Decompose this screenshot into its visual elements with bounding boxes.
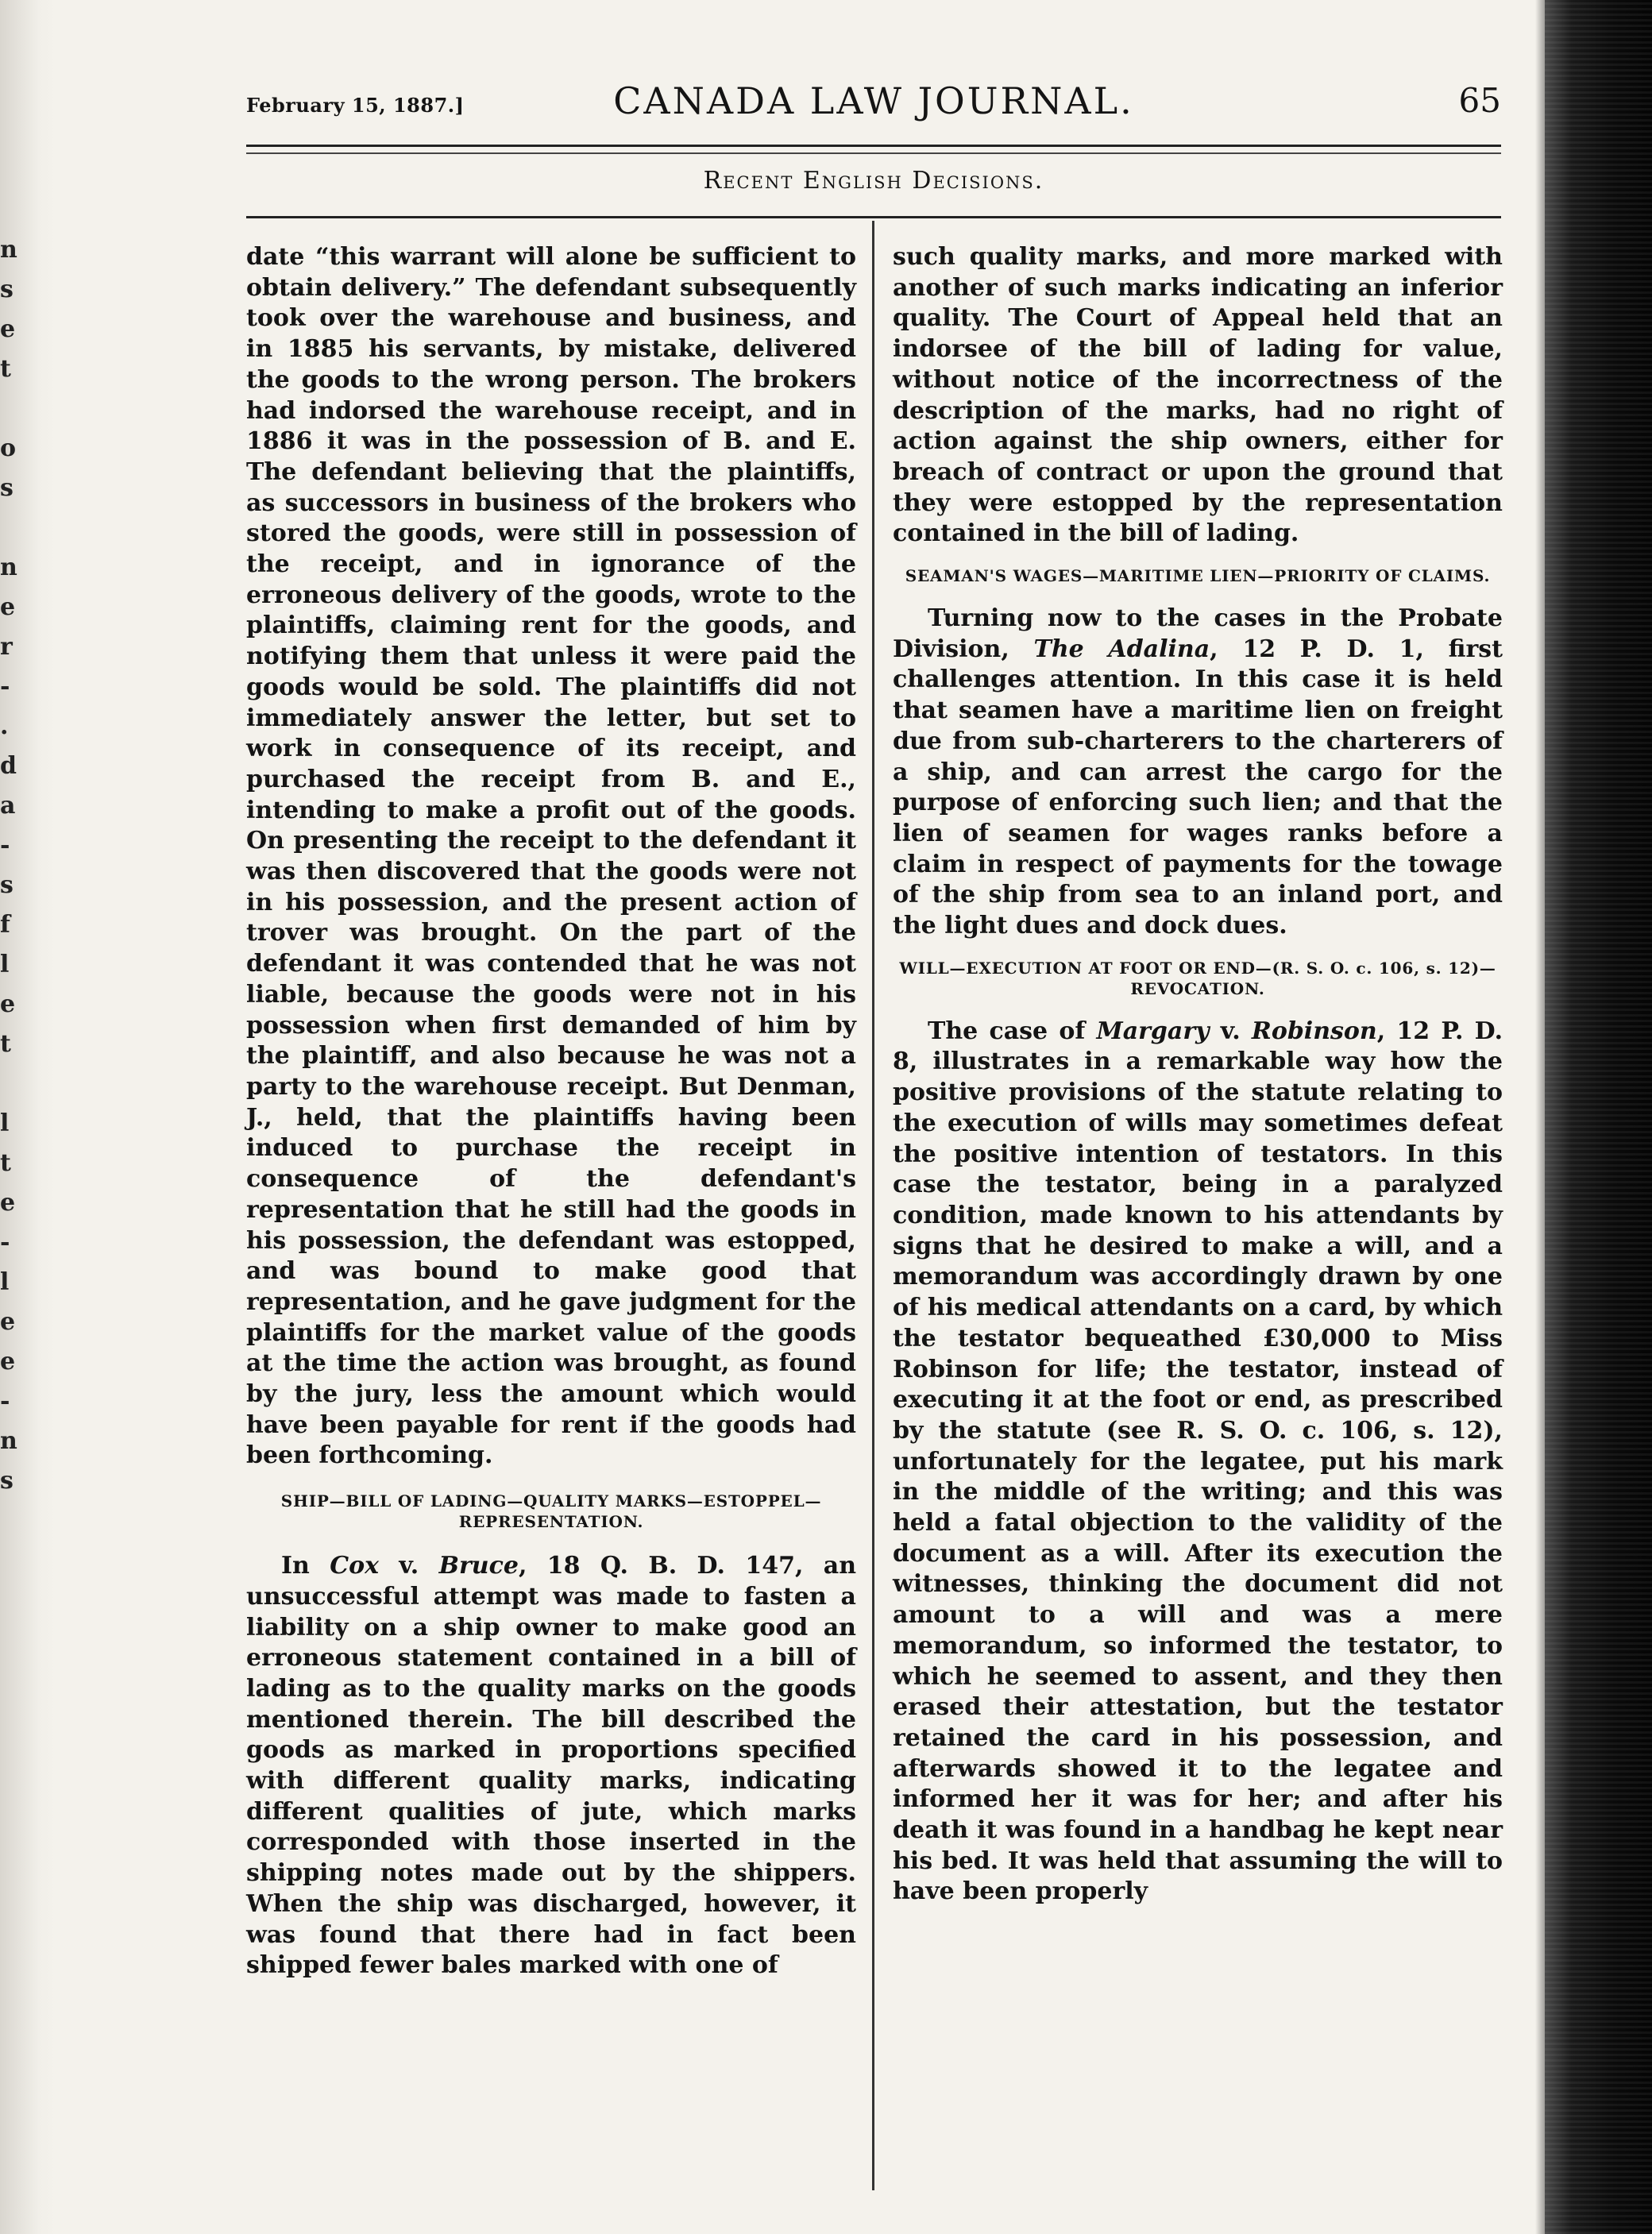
left-paragraph-cox-v-bruce — [246, 1551, 856, 1981]
text-run: v. — [379, 1552, 439, 1580]
case-name: Margary — [1096, 1017, 1210, 1045]
text-run: v. — [1209, 1017, 1252, 1045]
right-paragraph-the-adalina — [893, 604, 1503, 942]
adjacent-page-fragments: n s e t o s n e r - . d a - s f l e t l t e - l e e - n s — [0, 236, 17, 1495]
page-header — [246, 79, 1501, 135]
case-name: The Adalina — [1033, 635, 1210, 663]
case-party: Robinson — [1251, 1017, 1377, 1045]
left-paragraph-continued: date “this warrant will alone be sufficient to obtain delivery.” The defendant subsequently took over the warehouse and business, and in 1885 his servants, by mistake, delivered the goods to the wrong person. The brokers had indorsed the warehouse receipt, and in 1886 it was in the possession of B. and E. The defendant believing that the plaintiffs, as successors in business of the brokers who stored the goods, were still in possession of the receipt, and in ignorance of the erroneous delivery of the goods, wrote to the plaintiffs, claiming rent for the goods, and notifying them that unless it were paid the goods would be sold. The plaintiffs did not immediately answer the letter, but set to work in consequence of its receipt, and purchased the receipt from B. and E., intending to make a profit out of the goods. On presenting the receipt to the defendant it was then discovered that the goods were not in his possession, and the present action of trover was brought. On the part of the defendant it was contended that he was not liable, because the goods were not in his possession when first demanded of him by the plaintiff, and also because he was not a party to the warehouse receipt. But Denman, J., held, that the plaintiffs having been induced to purchase the receipt in consequence of the defendant's representation that he still had the goods in his possession, the defendant was estopped, and was bound to make good that representation, and he gave judgment for the plaintiffs for the market value of the goods at the time the action was brought, as found by the jury, less the amount which would have been payable for rent if the goods had been forthcoming. — [246, 243, 856, 1470]
text-run: In — [281, 1552, 330, 1580]
case-party: Bruce — [438, 1552, 519, 1580]
header-date: February 15, 1887.] — [246, 94, 465, 117]
left-column — [246, 242, 856, 1981]
column-divider — [872, 221, 874, 2190]
right-paragraph-continued: such quality marks, and more marked with another of such marks indicating an inferior quality. The Court of Appeal held that an indorsee of the bill of lading for value, without notice of the incorrectness of the description of the marks, had no right of action against the ship owners, either for breach of contract or upon the ground that they were estopped by the representation contained in the bill of lading. — [893, 243, 1503, 548]
binding-shadow — [1535, 0, 1545, 2234]
header-rule — [246, 145, 1501, 147]
case-heading-will-execution: WILL—EXECUTION AT FOOT OR END—(R. S. O. c. 106, s. 12)—REVOCATION. — [899, 958, 1496, 998]
right-paragraph-margary-v-robinson — [893, 1017, 1503, 1908]
text-run: , 18 Q. B. D. 147, an unsuccessful attempt was made to fasten a liability on a ship owner to make good an erroneous statement contained in a bill of lading as to the quality marks on the goods mentioned therein. The bill described the goods as marked in proportions specified with different quality marks, indicating different qualities of jute, which marks corresponded with those inserted in the shipping notes made out by the shippers. When the ship was discharged, however, it was found that there had in fact been shipped fewer bales marked with one of — [246, 1552, 857, 1980]
text-run: , 12 P. D. 1, first challenges attention. In this case it is held that seamen have a maritime lien on freight due from sub-charterers to the charterers of a ship, and can arrest the cargo for the purpose of enforcing such lien; and that the lien of seamen for wages ranks before a claim in respect of payments for the towage of the ship from sea to an inland port, and the light dues and dock dues. — [893, 635, 1503, 940]
book-binding — [1545, 0, 1652, 2234]
case-name: Cox — [330, 1552, 380, 1580]
section-title: Recent English Decisions. — [703, 167, 1044, 195]
section-rule — [246, 216, 1501, 218]
right-column — [893, 242, 1503, 1908]
case-heading-ship-bill-of-lading: SHIP—BILL OF LADING—QUALITY MARKS—ESTOPPEL—REPRESENTATION. — [280, 1491, 822, 1532]
page-number: 65 — [1458, 81, 1501, 120]
header-rule-secondary — [246, 152, 1501, 154]
journal-title: CANADA LAW JOURNAL. — [613, 79, 1134, 122]
case-heading-seamans-wages: SEAMAN'S WAGES—MARITIME LIEN—PRIORITY OF CLAIMS. — [905, 566, 1491, 586]
text-run: , 12 P. D. 8, illustrates in a remarkable way how the positive provisions of the statute relating to the execution of wills may sometimes defeat the positive intention of testators. In this case the testator, being in a paralyzed condition, made known to his attendants by signs that he desired to make a will, and a memorandum was accordingly drawn by one of his medical attendants on a card, by which the testator bequeathed £30,000 to Miss Robinson for life; the testator, instead of executing it at the foot or end, as prescribed by the statute (see R. S. O. c. 106, s. 12), unfortunately for the legatee, put his mark in the middle of the writing; and this was held a fatal objection to the validity of the document as a will. After its execution the witnesses, thinking the document did not amount to a will and was a mere memorandum, so informed the testator, to which he seemed to assent, and they then erased their attestation, but the testator retained the card in his possession, and afterwards showed it to the legatee and informed her it was for her; and after his death it was found in a handbag he kept near his bed. It was held that assuming the will to have been properly — [893, 1017, 1503, 1906]
text-run: Turning now to the cases in the Probate Division, — [893, 604, 1503, 663]
text-run: The case of — [928, 1017, 1097, 1045]
